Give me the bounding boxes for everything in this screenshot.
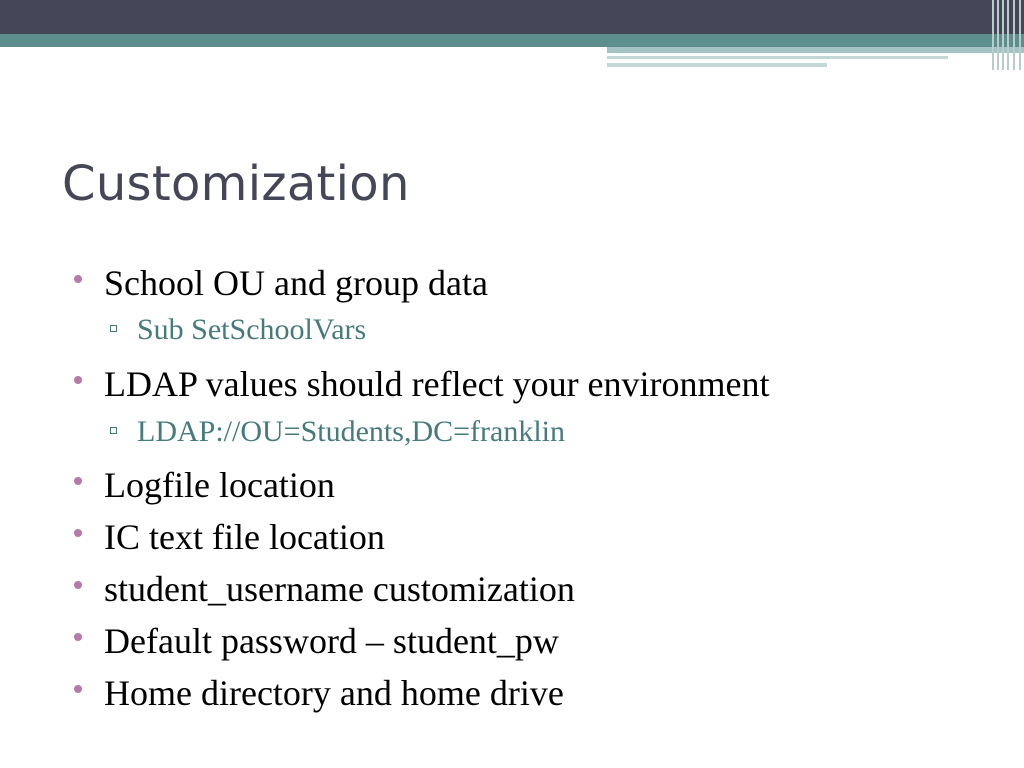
bullet-text: School OU and group data	[104, 263, 488, 303]
bullet-dot-icon	[74, 633, 82, 641]
sub-bullet-item	[137, 415, 565, 449]
bullet-item	[104, 516, 385, 558]
bullet-item	[104, 620, 559, 662]
bullet-item	[104, 672, 564, 714]
square-bullet-icon	[110, 427, 117, 434]
bullet-text: LDAP values should reflect your environment	[104, 364, 770, 404]
header-stripe	[607, 63, 827, 67]
sub-bullet-item	[137, 313, 366, 347]
bullet-text: student_username customization	[104, 569, 575, 609]
header-teal-bar	[0, 34, 1024, 47]
bullet-dot-icon	[74, 529, 82, 537]
sub-bullet-text: Sub SetSchoolVars	[137, 313, 367, 346]
bullet-dot-icon	[74, 376, 82, 384]
bullet-dot-icon	[74, 275, 82, 283]
bullet-item	[104, 568, 575, 610]
sub-bullet-text: LDAP://OU=Students,DC=franklin	[137, 415, 565, 448]
bullet-text: IC text file location	[104, 517, 385, 557]
bullet-dot-icon	[74, 685, 82, 693]
header-stripe	[607, 47, 1024, 53]
bullet-dot-icon	[74, 477, 82, 485]
bullet-text: Home directory and home drive	[104, 673, 564, 713]
square-bullet-icon	[110, 325, 117, 332]
header-dark-bar	[0, 0, 1024, 34]
bullet-text: Default password – student_pw	[104, 621, 559, 661]
bullet-item	[104, 262, 488, 304]
header-vertical-lines	[990, 0, 1024, 70]
bullet-item	[104, 464, 335, 506]
bullet-text: Logfile location	[104, 465, 335, 505]
slide-title: Customization	[62, 156, 410, 212]
bullet-dot-icon	[74, 581, 82, 589]
bullet-item	[104, 363, 770, 405]
header-stripe	[607, 56, 948, 59]
